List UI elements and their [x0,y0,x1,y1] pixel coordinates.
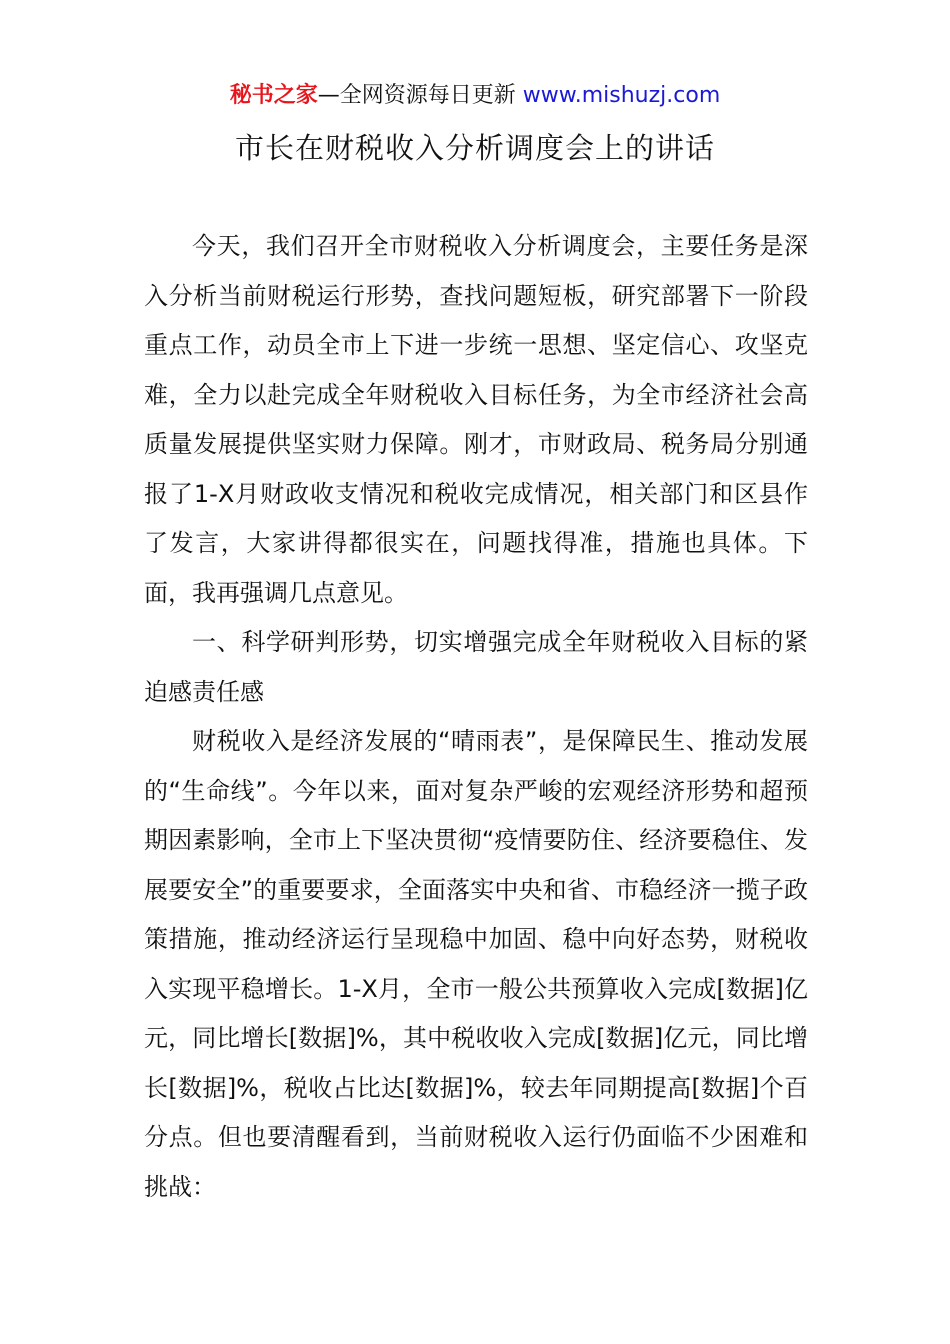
section-heading-1: 一、科学研判形势，切实增强完成全年财税收入目标的紧迫感责任感 [144,628,808,706]
site-url-link[interactable]: www.mishuzj.com [522,83,721,108]
document-title: 市长在财税收入分析调度会上的讲话 [234,131,715,165]
paragraph-section-1: 财税收入是经济发展的“晴雨表”，是保障民生、推动发展的“生命线”。今年以来，面对复杂严峻的宏观经济形势和超预期因素影响，全市上下坚决贯彻“疫情要防住、经济要稳住、发展要安全”的重要要求，全面落实中央和省、市稳经济一揽子政策措施，推动经济运行呈现稳中加固、稳中向好态势，财税收入实现平稳增长。1-X月，全市一般公共预算收入完成[数据]亿元，同比增长[数据]%，其中税收收入完成[数据]亿元，同比增长[数据]%，税收占比达[数据]%，较去年同期提高[数据]个百分点。但也要清醒看到，当前财税收入运行仍面临不少困难和挑战： [144,727,808,1201]
paragraph-intro: 今天，我们召开全市财税收入分析调度会，主要任务是深入分析当前财税运行形势，查找问题短板，研究部署下一阶段重点工作，动员全市上下进一步统一思想、坚定信心、攻坚克难，全力以赴完成全年财税收入目标任务，为全市经济社会高质量发展提供坚实财力保障。刚才，市财政局、税务局分别通报了1-X月财政收支情况和税收完成情况，相关部门和区县作了发言，大家讲得都很实在，问题找得准，措施也具体。下面，我再强调几点意见。 [144,232,808,607]
site-header [0,82,950,110]
document-body [144,222,808,1212]
brand-name: 秘书之家 [229,83,318,108]
site-slogan: —全网资源每日更新 [317,83,516,108]
